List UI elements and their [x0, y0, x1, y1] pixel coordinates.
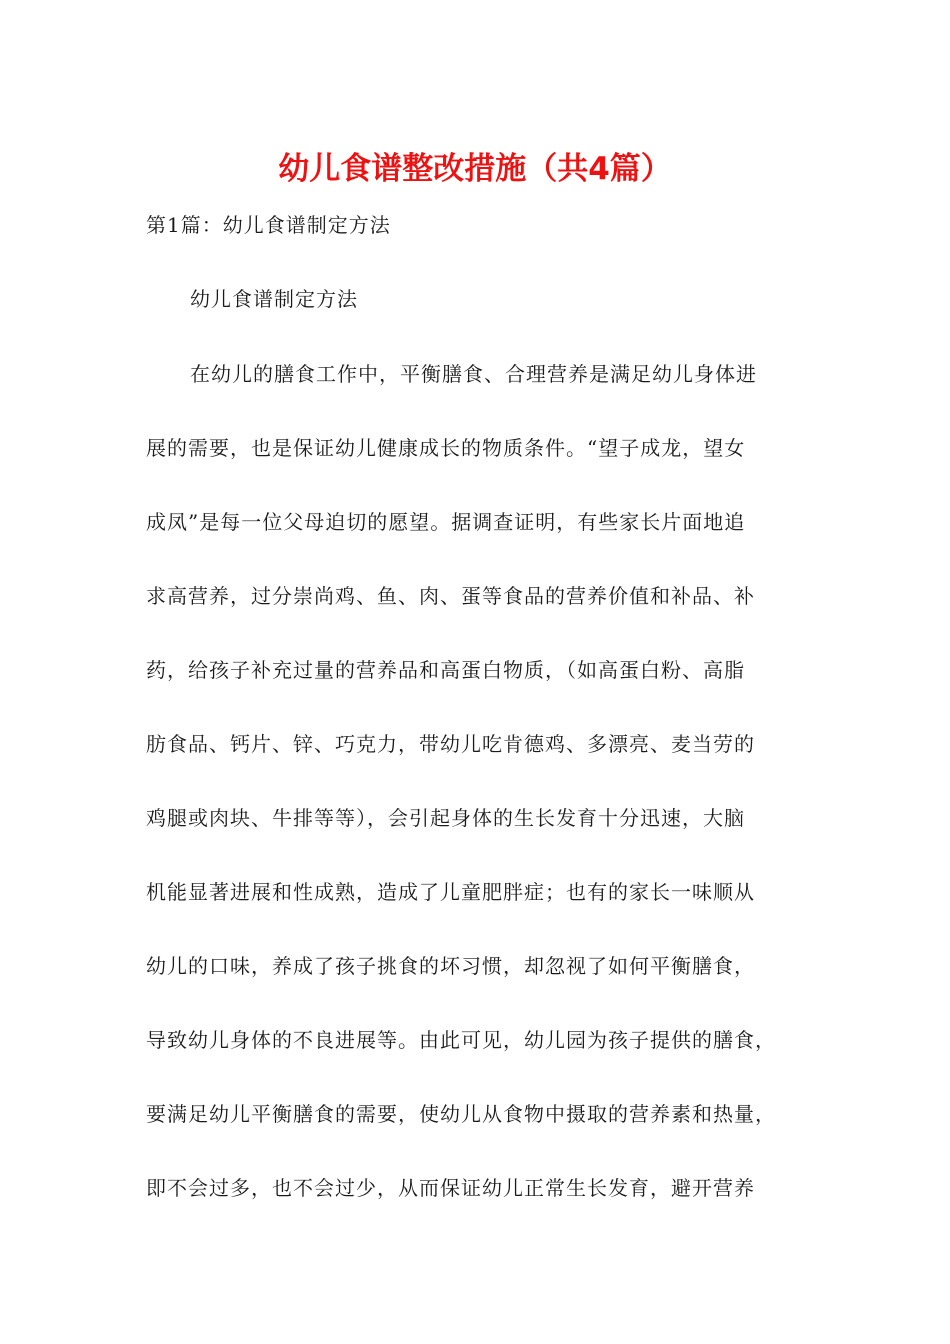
section-heading: 第1篇：幼儿食谱制定方法: [146, 213, 391, 237]
paragraph-line: 在幼儿的膳食工作中，平衡膳食、合理营养是满足幼儿身体进: [190, 362, 757, 386]
paragraph-line: 求高营养，过分崇尚鸡、鱼、肉、蛋等食品的营养价值和补品、补: [146, 584, 755, 608]
paragraph-line: 幼儿的口味，养成了孩子挑食的坏习惯，却忽视了如何平衡膳食，: [146, 954, 755, 978]
paragraph-line: 鸡腿或肉块、牛排等等），会引起身体的生长发育十分迅速，大脑: [146, 806, 745, 830]
paragraph-line: 展的需要，也是保证幼儿健康成长的物质条件。“望子成龙，望女: [146, 436, 746, 460]
paragraph-line: 要满足幼儿平衡膳食的需要，使幼儿从食物中摄取的营养素和热量，: [146, 1102, 776, 1126]
sub-heading: 幼儿食谱制定方法: [190, 287, 358, 311]
paragraph-line: 成凤”是每一位父母迫切的愿望。据调查证明，有些家长片面地追: [146, 510, 746, 534]
paragraph-line: 肪食品、钙片、锌、巧克力，带幼儿吃肯德鸡、多漂亮、麦当劳的: [146, 732, 755, 756]
paragraph-line: 即不会过多，也不会过少，从而保证幼儿正常生长发育，避开营养: [146, 1176, 755, 1200]
paragraph-line: 机能显著进展和性成熟，造成了儿童肥胖症；也有的家长一味顺从: [146, 880, 755, 904]
paragraph-line: 药，给孩子补充过量的营养品和高蛋白物质，（如高蛋白粉、高脂: [146, 658, 745, 682]
body-paragraph: [146, 356, 806, 1244]
document-title: 幼儿食谱整改措施（共4篇）: [278, 151, 672, 187]
paragraph-line: 导致幼儿身体的不良进展等。由此可见，幼儿园为孩子提供的膳食，: [146, 1028, 776, 1052]
